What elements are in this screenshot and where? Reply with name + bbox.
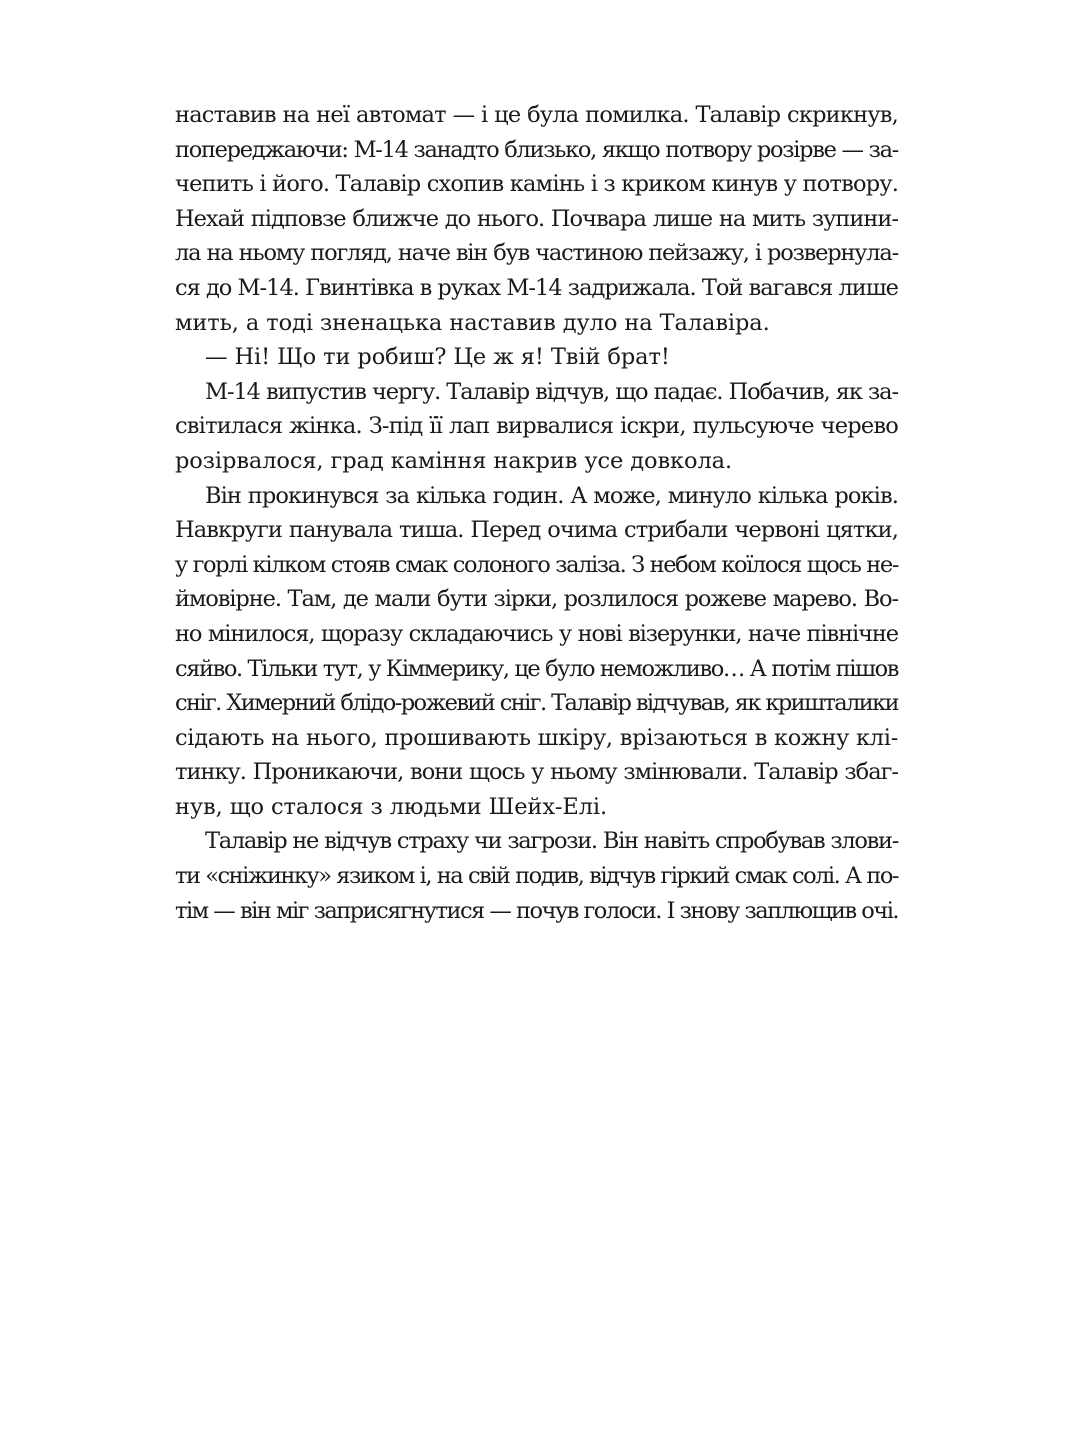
text-line: сяйво. Тільки тут, у Кіммерику, це було неможливо… А потім пішов [175,655,898,682]
text-line: но мінилося, щоразу складаючись у нові візерунки, наче північне [175,620,898,647]
text-line: мить, а тоді зненацька наставив дуло на Талавіра. [175,309,770,336]
text-line: ти «сніжинку» язиком і, на свій подив, відчув гіркий смак солі. А по- [175,863,898,890]
text-line: світилася жінка. З-під її лап вирвалися іскри, пульсуюче черево [175,413,898,440]
text-line: ся до М-14. Гвинтівка в руках М-14 задрижала. Той вагався лише [175,274,898,301]
text-line: наставив на неї автомат — і це була помилка. Талавір скрикнув, [175,102,898,128]
text-line: чепить і його. Талавір схопив камінь і з криком кинув у потвору. [175,171,899,198]
dialogue-line: — Ні! Що ти робиш? Це ж я! Твій брат! [205,344,670,371]
text-line: Навкруги панувала тиша. Перед очима стрибали червоні цятки, [175,517,898,544]
text-line: тинку. Проникаючи, вони щось у ньому змінювали. Талавір збаг- [175,759,898,786]
text-line: у горлі кілком стояв смак солоного заліза. З небом коїлося щось не- [175,551,898,578]
body-text [175,98,898,928]
text-line: ла на ньому погляд, наче він був частиною пейзажу, і розвернула- [175,240,898,267]
text-line: тім — він міг заприсягнутися — почув голоси. І знову заплющив очі. [175,897,899,924]
text-line: попереджаючи: М-14 занадто близько, якщо потвору розірве — за- [175,136,898,163]
text-line: Нехай підповзе ближче до нього. Почвара лише на мить зупини- [175,205,898,232]
text-line: ймовірне. Там, де мали бути зірки, розлилося рожеве марево. Во- [175,586,898,613]
text-line: М-14 випустив чергу. Талавір відчув, що падає. Побачив, як за- [205,378,898,405]
text-line: розірвалося, град каміння накрив усе довкола. [175,447,733,474]
text-line: нув, що сталося з людьми Шейх-Елі. [175,793,608,820]
text-line: Талавір не відчув страху чи загрози. Він навіть спробував злови- [205,828,898,855]
text-line: Він прокинувся за кілька годин. А може, минуло кілька років. [205,482,898,509]
text-line: сідають на нього, прошивають шкіру, врізаються в кожну клі- [175,724,898,751]
text-line: сніг. Химерний блідо-рожевий сніг. Талавір відчував, як кришталики [175,690,898,717]
